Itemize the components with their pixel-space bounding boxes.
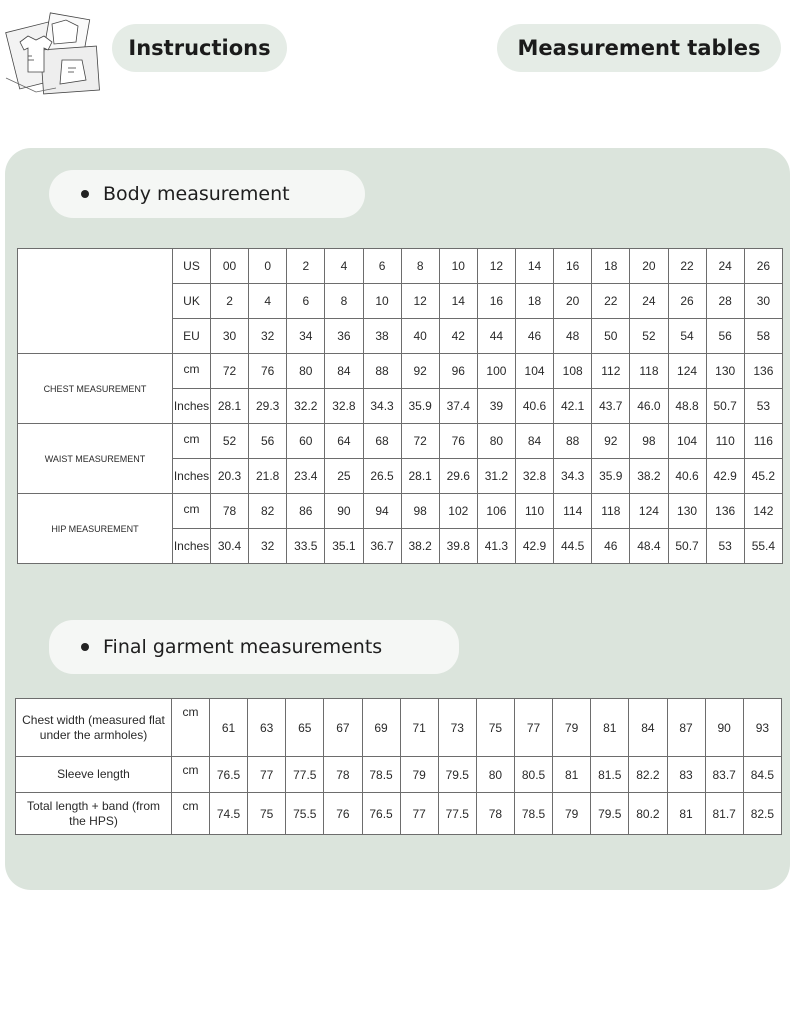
garment-value-cell: 81.7 — [705, 793, 743, 835]
inches-value-cell: 38.2 — [401, 529, 439, 564]
cm-value-cell: 84 — [325, 354, 363, 389]
garment-value-cell: 84.5 — [743, 757, 781, 793]
size-cell: 10 — [439, 249, 477, 284]
inches-value-cell: 35.9 — [401, 389, 439, 424]
inches-value-cell: 32 — [249, 529, 287, 564]
garment-value-cell: 74.5 — [210, 793, 248, 835]
cm-value-cell: 100 — [477, 354, 515, 389]
bullet-icon — [81, 643, 89, 651]
size-cell: 34 — [287, 319, 325, 354]
garment-value-cell: 75.5 — [286, 793, 324, 835]
measurement-label: CHEST MEASUREMENT — [18, 354, 173, 424]
cm-value-cell: 136 — [744, 354, 782, 389]
inches-value-cell: 53 — [744, 389, 782, 424]
cm-value-cell: 72 — [211, 354, 249, 389]
garment-value-cell: 77 — [515, 699, 553, 757]
garment-value-cell: 77.5 — [286, 757, 324, 793]
inches-value-cell: 46 — [592, 529, 630, 564]
garment-value-cell: 80 — [476, 757, 514, 793]
size-system-label: UK — [173, 284, 211, 319]
inches-value-cell: 44.5 — [554, 529, 592, 564]
size-cell: 2 — [287, 249, 325, 284]
size-cell: 14 — [439, 284, 477, 319]
size-cell: 44 — [477, 319, 515, 354]
garment-value-cell: 77 — [400, 793, 438, 835]
size-cell: 58 — [744, 319, 782, 354]
inches-value-cell: 48.8 — [668, 389, 706, 424]
garment-value-cell: 81 — [591, 699, 629, 757]
garment-value-cell: 84 — [629, 699, 667, 757]
size-cell: 54 — [668, 319, 706, 354]
inches-value-cell: 42.9 — [516, 529, 554, 564]
garment-value-cell: 79 — [553, 699, 591, 757]
cm-value-cell: 108 — [554, 354, 592, 389]
size-cell: 12 — [477, 249, 515, 284]
garment-value-cell: 79.5 — [591, 793, 629, 835]
garment-value-cell: 81 — [667, 793, 705, 835]
garment-row — [16, 699, 782, 757]
cm-value-cell: 68 — [363, 424, 401, 459]
cm-value-cell: 98 — [401, 494, 439, 529]
size-system-label: EU — [173, 319, 211, 354]
size-cell: 18 — [592, 249, 630, 284]
unit-label: Inches — [173, 389, 211, 424]
inches-value-cell: 20.3 — [211, 459, 249, 494]
cm-value-cell: 94 — [363, 494, 401, 529]
garment-value-cell: 75 — [248, 793, 286, 835]
inches-value-cell: 33.5 — [287, 529, 325, 564]
cm-value-cell: 116 — [744, 424, 782, 459]
cm-value-cell: 56 — [249, 424, 287, 459]
inches-value-cell: 36.7 — [363, 529, 401, 564]
inches-value-cell: 42.9 — [706, 459, 744, 494]
inches-value-cell: 48.4 — [630, 529, 668, 564]
inches-value-cell: 40.6 — [668, 459, 706, 494]
measurement-tables-tab[interactable]: Measurement tables — [497, 24, 781, 72]
size-cell: 24 — [706, 249, 744, 284]
size-cell: 12 — [401, 284, 439, 319]
cm-value-cell: 106 — [477, 494, 515, 529]
garment-value-cell: 75 — [476, 699, 514, 757]
size-cell: 4 — [325, 249, 363, 284]
size-cell: 32 — [249, 319, 287, 354]
size-cell: 4 — [249, 284, 287, 319]
size-cell: 6 — [287, 284, 325, 319]
inches-value-cell: 34.3 — [554, 459, 592, 494]
cm-value-cell: 78 — [211, 494, 249, 529]
garment-value-cell: 90 — [705, 699, 743, 757]
size-cell: 40 — [401, 319, 439, 354]
body-measurement-table — [17, 248, 783, 564]
cm-value-cell: 76 — [439, 424, 477, 459]
garment-value-cell: 80.5 — [515, 757, 553, 793]
garment-row-label: Total length + band (from the HPS) — [16, 793, 172, 835]
body-measurement-heading — [49, 170, 365, 218]
cm-value-cell: 92 — [401, 354, 439, 389]
cm-value-cell: 104 — [516, 354, 554, 389]
inches-value-cell: 39.8 — [439, 529, 477, 564]
size-cell: 18 — [516, 284, 554, 319]
garment-row — [16, 793, 782, 835]
inches-value-cell: 50.7 — [668, 529, 706, 564]
garment-value-cell: 63 — [248, 699, 286, 757]
size-cell: 20 — [630, 249, 668, 284]
cm-value-cell: 64 — [325, 424, 363, 459]
inches-value-cell: 23.4 — [287, 459, 325, 494]
size-system-label: US — [173, 249, 211, 284]
garment-value-cell: 83.7 — [705, 757, 743, 793]
cm-value-cell: 90 — [325, 494, 363, 529]
final-garment-table — [15, 698, 782, 835]
garment-value-cell: 81 — [553, 757, 591, 793]
garment-value-cell: 65 — [286, 699, 324, 757]
garment-value-cell: 81.5 — [591, 757, 629, 793]
cm-value-cell: 102 — [439, 494, 477, 529]
garment-value-cell: 78.5 — [515, 793, 553, 835]
inches-value-cell: 21.8 — [249, 459, 287, 494]
garment-value-cell: 78 — [476, 793, 514, 835]
garment-value-cell: 76.5 — [362, 793, 400, 835]
size-cell: 42 — [439, 319, 477, 354]
unit-label: cm — [172, 793, 210, 835]
unit-label: Inches — [173, 529, 211, 564]
inches-value-cell: 53 — [706, 529, 744, 564]
inches-value-cell: 30.4 — [211, 529, 249, 564]
size-cell: 26 — [668, 284, 706, 319]
inches-value-cell: 43.7 — [592, 389, 630, 424]
size-cell: 22 — [668, 249, 706, 284]
inches-value-cell: 34.3 — [363, 389, 401, 424]
inches-value-cell: 32.8 — [516, 459, 554, 494]
garment-value-cell: 61 — [210, 699, 248, 757]
cm-value-cell: 84 — [516, 424, 554, 459]
cm-value-cell: 136 — [706, 494, 744, 529]
garment-value-cell: 78 — [324, 757, 362, 793]
cm-value-cell: 142 — [744, 494, 782, 529]
cm-value-cell: 96 — [439, 354, 477, 389]
cm-value-cell: 98 — [630, 424, 668, 459]
size-cell: 6 — [363, 249, 401, 284]
measurement-cm-row — [18, 354, 783, 389]
inches-value-cell: 32.8 — [325, 389, 363, 424]
unit-label: Inches — [173, 459, 211, 494]
cm-value-cell: 124 — [630, 494, 668, 529]
measurement-cm-row — [18, 494, 783, 529]
garment-value-cell: 80.2 — [629, 793, 667, 835]
size-cell: 26 — [744, 249, 782, 284]
garment-value-cell: 82.2 — [629, 757, 667, 793]
inches-value-cell: 38.2 — [630, 459, 668, 494]
size-cell: 30 — [744, 284, 782, 319]
garment-value-cell: 83 — [667, 757, 705, 793]
unit-label: cm — [173, 494, 211, 529]
cm-value-cell: 118 — [630, 354, 668, 389]
cm-value-cell: 130 — [668, 494, 706, 529]
garment-row-label: Sleeve length — [16, 757, 172, 793]
unit-label: cm — [172, 757, 210, 793]
size-cell: 2 — [211, 284, 249, 319]
inches-value-cell: 28.1 — [401, 459, 439, 494]
garment-value-cell: 76.5 — [210, 757, 248, 793]
cm-value-cell: 86 — [287, 494, 325, 529]
garment-value-cell: 79 — [553, 793, 591, 835]
cm-value-cell: 110 — [706, 424, 744, 459]
unit-label: cm — [173, 354, 211, 389]
blank-corner-cell — [18, 249, 173, 354]
size-cell: 46 — [516, 319, 554, 354]
garment-row — [16, 757, 782, 793]
cm-value-cell: 110 — [516, 494, 554, 529]
garment-value-cell: 71 — [400, 699, 438, 757]
cm-value-cell: 124 — [668, 354, 706, 389]
garment-row-label: Chest width (measured flat under the armholes) — [16, 699, 172, 757]
cm-value-cell: 76 — [249, 354, 287, 389]
inches-value-cell: 46.0 — [630, 389, 668, 424]
cm-value-cell: 80 — [287, 354, 325, 389]
size-cell: 50 — [592, 319, 630, 354]
garment-value-cell: 76 — [324, 793, 362, 835]
size-cell: 56 — [706, 319, 744, 354]
instructions-tab[interactable]: Instructions — [112, 24, 287, 72]
garment-value-cell: 77.5 — [438, 793, 476, 835]
size-cell: 24 — [630, 284, 668, 319]
size-cell: 36 — [325, 319, 363, 354]
cm-value-cell: 60 — [287, 424, 325, 459]
size-cell: 16 — [477, 284, 515, 319]
measurement-label: WAIST MEASUREMENT — [18, 424, 173, 494]
garment-value-cell: 82.5 — [743, 793, 781, 835]
garment-value-cell: 87 — [667, 699, 705, 757]
inches-value-cell: 39 — [477, 389, 515, 424]
size-cell: 0 — [249, 249, 287, 284]
final-garment-heading — [49, 620, 459, 674]
size-cell: 8 — [325, 284, 363, 319]
inches-value-cell: 37.4 — [439, 389, 477, 424]
size-cell: 16 — [554, 249, 592, 284]
inches-value-cell: 35.9 — [592, 459, 630, 494]
unit-label: cm — [172, 699, 210, 757]
size-cell: 22 — [592, 284, 630, 319]
inches-value-cell: 25 — [325, 459, 363, 494]
inches-value-cell: 31.2 — [477, 459, 515, 494]
unit-label: cm — [173, 424, 211, 459]
garment-value-cell: 67 — [324, 699, 362, 757]
garment-value-cell: 69 — [362, 699, 400, 757]
cm-value-cell: 88 — [363, 354, 401, 389]
size-cell: 14 — [516, 249, 554, 284]
inches-value-cell: 29.3 — [249, 389, 287, 424]
measurement-label: HIP MEASUREMENT — [18, 494, 173, 564]
size-cell: 8 — [401, 249, 439, 284]
inches-value-cell: 50.7 — [706, 389, 744, 424]
cm-value-cell: 82 — [249, 494, 287, 529]
garment-value-cell: 73 — [438, 699, 476, 757]
inches-value-cell: 26.5 — [363, 459, 401, 494]
cm-value-cell: 112 — [592, 354, 630, 389]
garment-value-cell: 77 — [248, 757, 286, 793]
inches-value-cell: 55.4 — [744, 529, 782, 564]
final-garment-title: Final garment measurements — [103, 636, 383, 658]
size-cell: 48 — [554, 319, 592, 354]
size-cell: 20 — [554, 284, 592, 319]
cm-value-cell: 114 — [554, 494, 592, 529]
cm-value-cell: 88 — [554, 424, 592, 459]
inches-value-cell: 32.2 — [287, 389, 325, 424]
inches-value-cell: 28.1 — [211, 389, 249, 424]
inches-value-cell: 40.6 — [516, 389, 554, 424]
cm-value-cell: 72 — [401, 424, 439, 459]
size-cell: 28 — [706, 284, 744, 319]
cm-value-cell: 92 — [592, 424, 630, 459]
cm-value-cell: 118 — [592, 494, 630, 529]
cm-value-cell: 80 — [477, 424, 515, 459]
size-cell: 38 — [363, 319, 401, 354]
size-cell: 30 — [211, 319, 249, 354]
size-cell: 10 — [363, 284, 401, 319]
cm-value-cell: 104 — [668, 424, 706, 459]
garment-value-cell: 78.5 — [362, 757, 400, 793]
cm-value-cell: 52 — [211, 424, 249, 459]
size-cell: 52 — [630, 319, 668, 354]
garment-value-cell: 79.5 — [438, 757, 476, 793]
body-measurement-title: Body measurement — [103, 183, 290, 205]
inches-value-cell: 42.1 — [554, 389, 592, 424]
size-cell: 00 — [211, 249, 249, 284]
measurement-cm-row — [18, 424, 783, 459]
pattern-logo-icon — [2, 8, 102, 100]
inches-value-cell: 41.3 — [477, 529, 515, 564]
garment-value-cell: 79 — [400, 757, 438, 793]
size-row-us — [18, 249, 783, 284]
cm-value-cell: 130 — [706, 354, 744, 389]
inches-value-cell: 35.1 — [325, 529, 363, 564]
bullet-icon — [81, 190, 89, 198]
inches-value-cell: 29.6 — [439, 459, 477, 494]
garment-value-cell: 93 — [743, 699, 781, 757]
inches-value-cell: 45.2 — [744, 459, 782, 494]
